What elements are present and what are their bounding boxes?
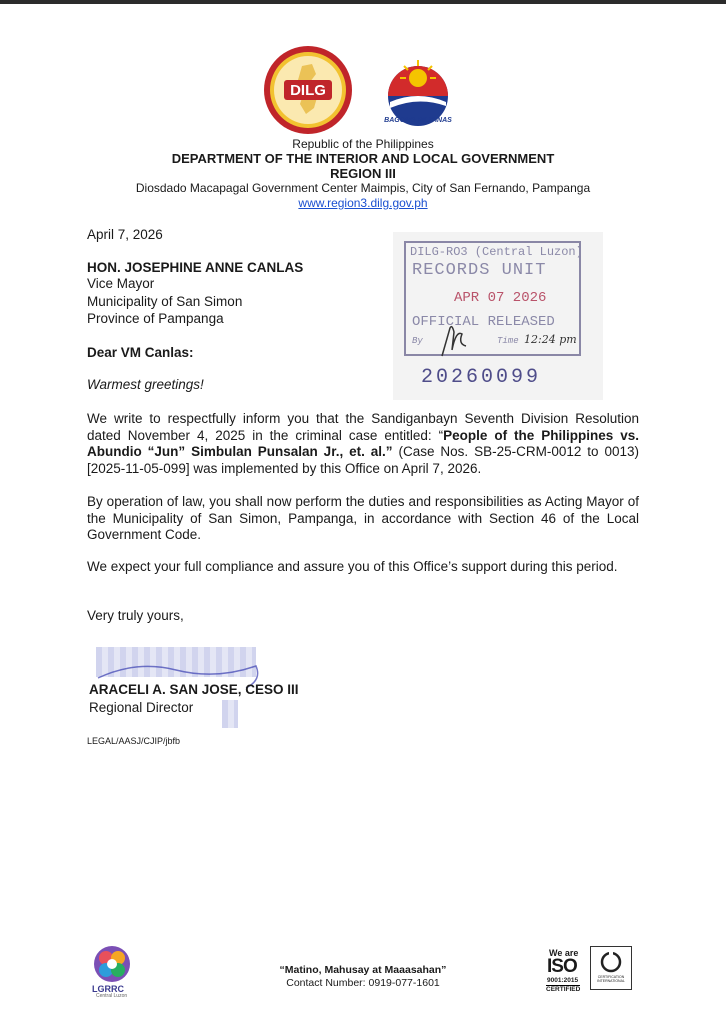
region-name: REGION III [330, 166, 396, 181]
iso-standard: 9001:2015 [547, 977, 579, 984]
stamp-control-number: 20260099 [421, 366, 542, 389]
stamp-date: APR 07 2026 [454, 290, 547, 306]
recipient-title: Vice Mayor [87, 276, 155, 291]
closing: Very truly yours, [87, 608, 184, 623]
paragraph-resolution: We write to respectfully inform you that the Sandiganbayn Seventh Division Resolution dated November 4, 2025 in the criminal case entitled: “People of the Philippines vs. Abundio “Jun” Simbulan Punsalan Jr., et. al.” (Case Nos. SB-25-CRM-0012 to 0013) [2025-11-05-099] was implemented by this Office on April 7, 2026. [87, 411, 639, 476]
case-title: People of the Philippines vs. Abundio “Jun” Simbulan Punsalan Jr., et. al.” [87, 427, 639, 459]
bagong-pilipinas-label: BAGONG PILIPINAS [384, 117, 452, 124]
iso-we-are: We are [549, 948, 579, 958]
stamp-time-label: Time [497, 336, 519, 346]
signatory-title: Regional Director [89, 700, 194, 715]
motto: “Matino, Mahusay at Maaasahan” [279, 964, 447, 976]
recipient-province: Province of Pampanga [87, 311, 224, 326]
signatory-name: ARACELI A. SAN JOSE, CESO III [89, 682, 299, 697]
stamp-status: OFFICIAL RELEASED [412, 314, 555, 330]
dilg-seal-logo [262, 44, 354, 136]
paragraph-operation-of-law: By operation of law, you shall now perform the duties and responsibilities as Acting Mayor of the Municipality of San Simon, Pampanga, in accordance with Section 46 of the Local Government Code. [87, 494, 639, 542]
greeting: Warmest greetings! [87, 377, 204, 392]
office-address: Diosdado Macapagal Government Center Maimpis, City of San Fernando, Pampanga [135, 181, 591, 195]
stamp-unit: RECORDS UNIT [412, 261, 547, 280]
paragraph-compliance: We expect your full compliance and assure you of this Office’s support during this period. [87, 559, 618, 574]
letter-date: April 7, 2026 [87, 227, 163, 242]
lgrrc-sublabel: Central Luzon [96, 993, 128, 999]
website-link[interactable]: www.region3.dilg.gov.ph [298, 196, 428, 210]
dilg-logo-text: DILG [290, 82, 326, 99]
recipient-municipality: Municipality of San Simon [87, 294, 243, 309]
contact-number: Contact Number: 0919-077-1601 [286, 977, 440, 989]
stamp-time-value: 12:24 pm [524, 333, 577, 346]
iso-certified: CERTIFIED [546, 986, 581, 993]
stamp-office: DILG-RO3 (Central Luzon) [410, 245, 583, 259]
department-name: DEPARTMENT OF THE INTERIOR AND LOCAL GOVERNMENT [171, 151, 555, 166]
stamp-by-label: By [412, 336, 423, 346]
certification-ring-icon [597, 950, 625, 974]
certification-label: CERTIFICATION INTERNATIONAL [597, 975, 625, 983]
reference-code: LEGAL/AASJ/CJIP/jbfb [87, 736, 181, 746]
salutation: Dear VM Canlas: [87, 345, 194, 360]
iso-text: ISO [547, 956, 577, 977]
republic-line: Republic of the Philippines [292, 137, 434, 151]
recipient-name: HON. JOSEPHINE ANNE CANLAS [87, 260, 304, 275]
lgrrc-label: LGRRC [92, 984, 124, 994]
redacted-mark [222, 700, 238, 728]
top-edge [0, 0, 726, 4]
stamp-initials-signature [438, 320, 478, 360]
